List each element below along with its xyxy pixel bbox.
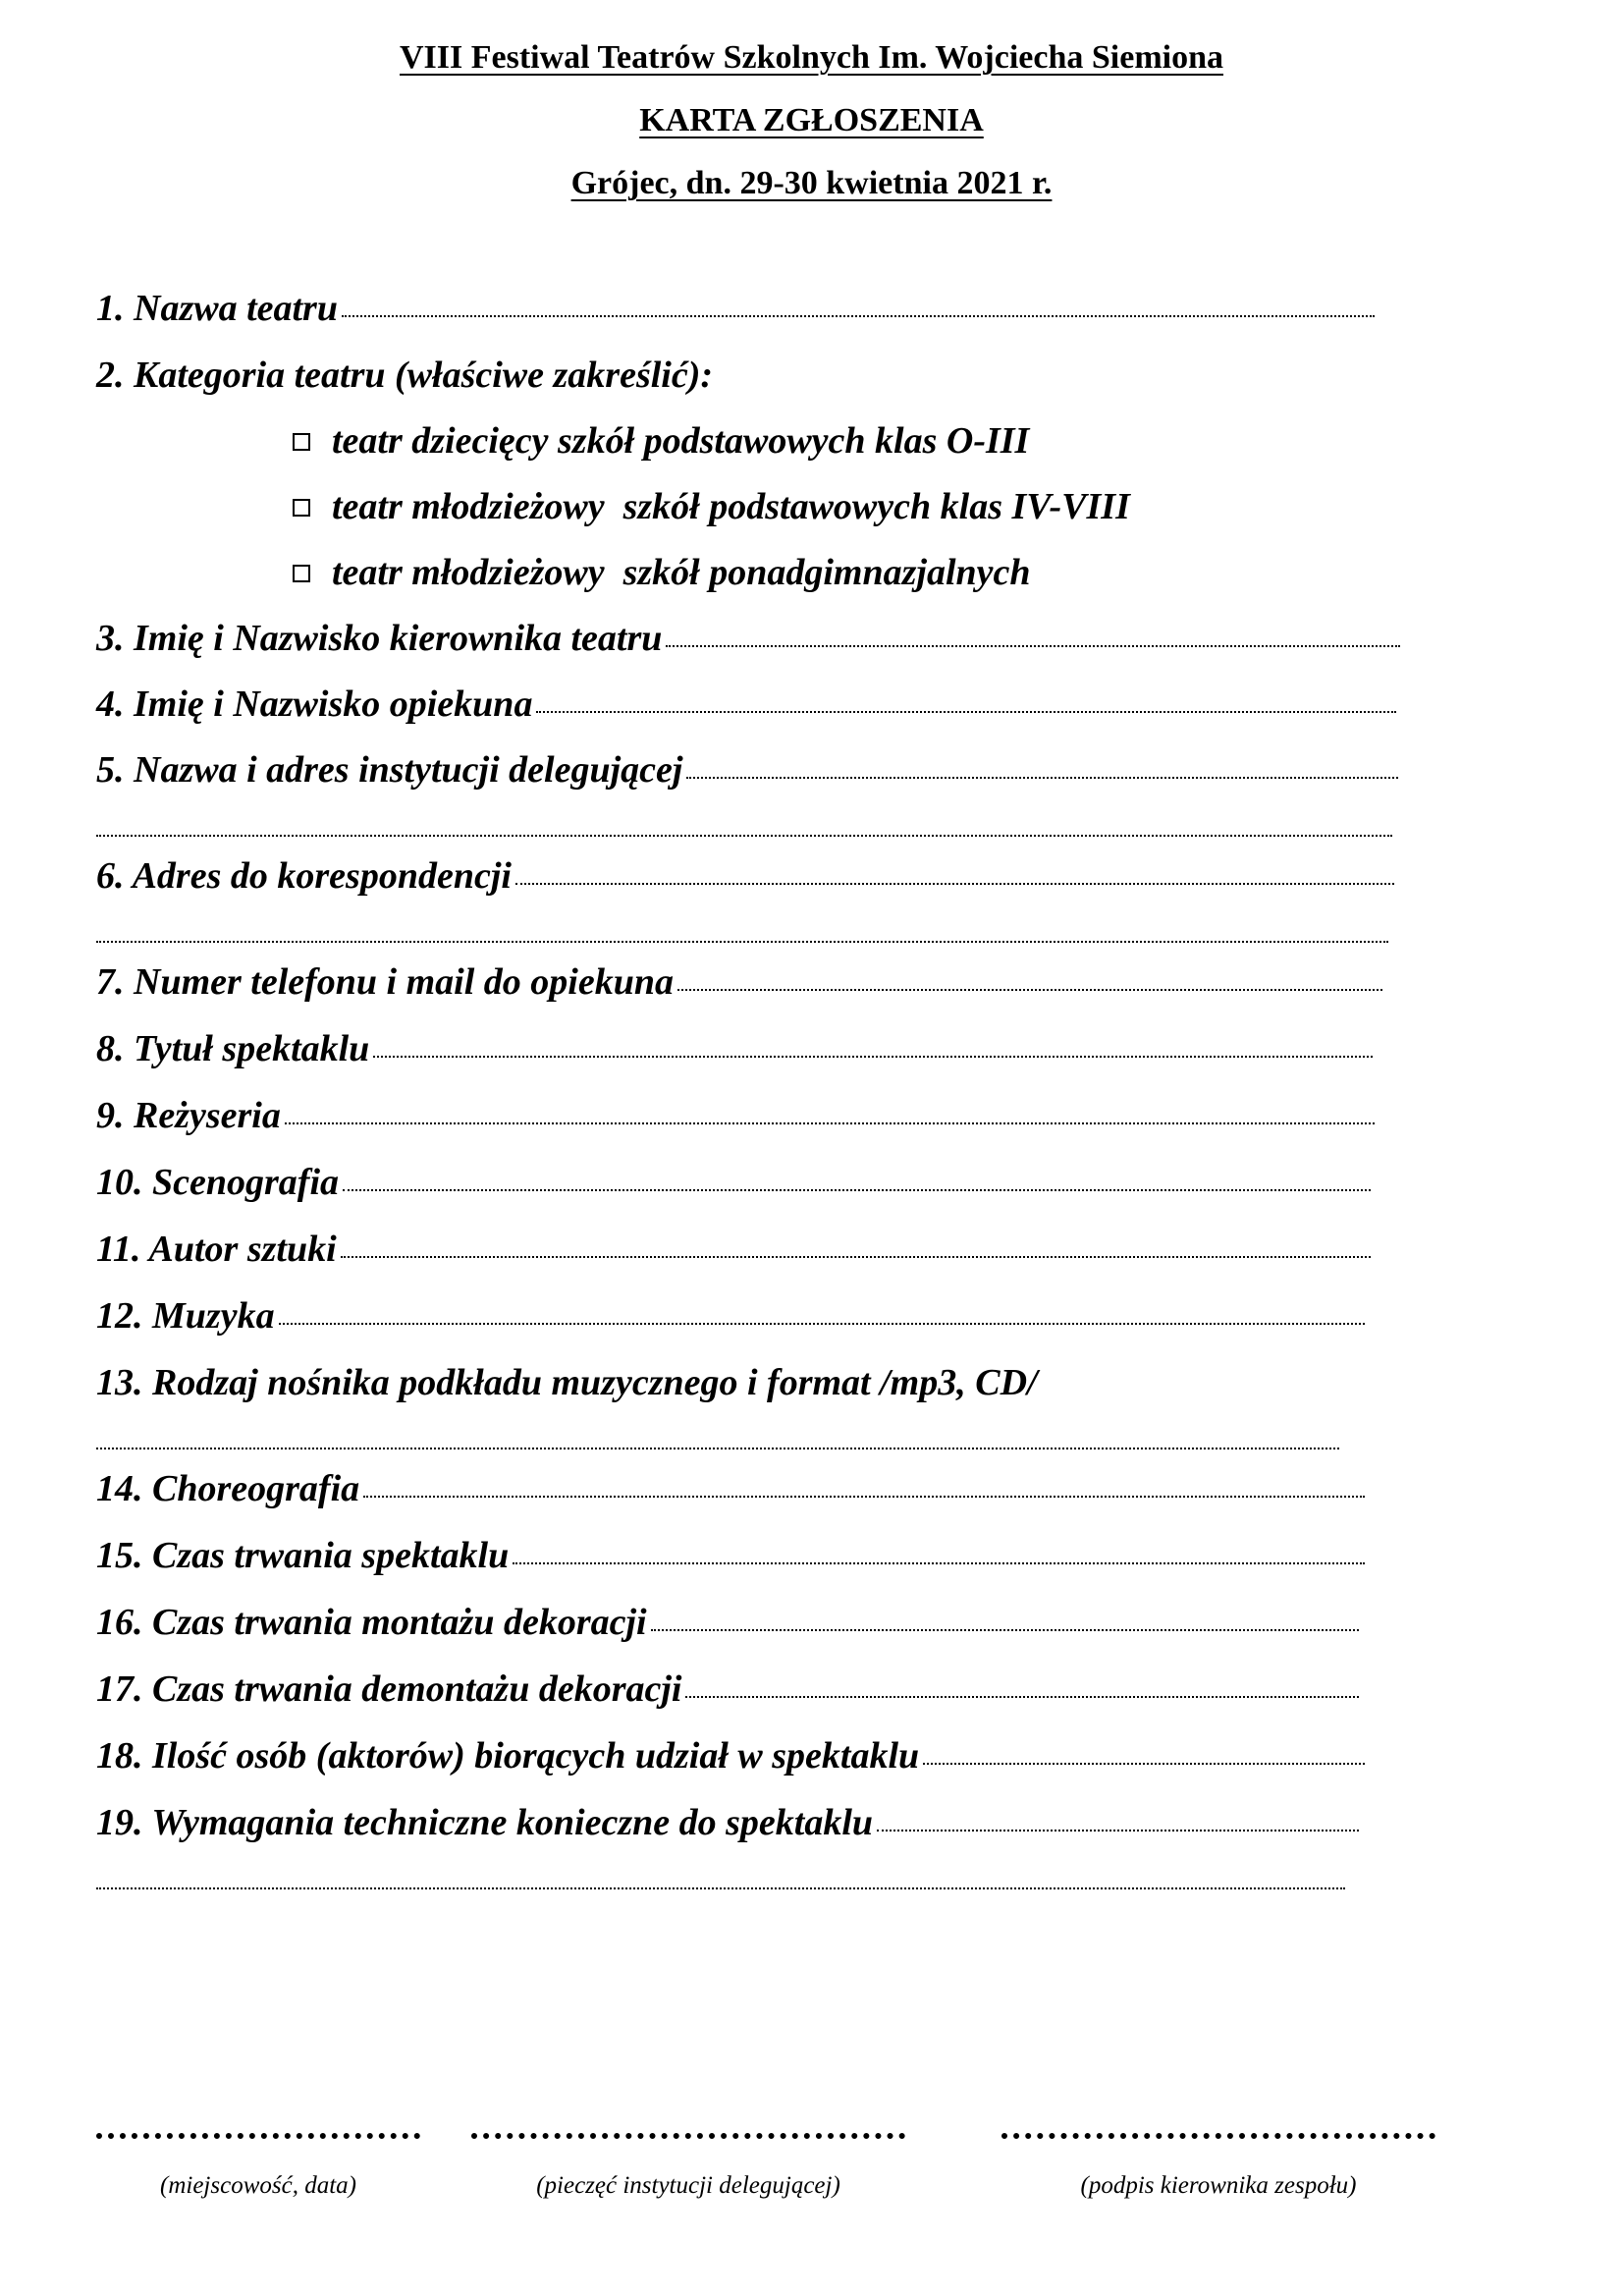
field-label: 15. Czas trwania spektaklu [96,1535,510,1576]
field-label: 13. Rodzaj nośnika podkładu muzycznego i format /mp3, CD/ [96,1362,1038,1403]
field-label: 18. Ilość osób (aktorów) biorących udział w spektaklu [96,1735,920,1777]
field-music[interactable] [96,1294,1365,1338]
field-theatre-name[interactable] [96,287,1375,330]
field-label: 2. Kategoria teatru (właściwe zakreślić): [96,355,714,396]
dotted-fill-line [677,989,1382,991]
field-label: 19. Wymagania techniczne konieczne do spektaklu [96,1802,874,1843]
field-label: 10. Scenografia [96,1162,339,1203]
field-technical-requirements[interactable] [96,1801,1359,1844]
dotted-continuation-line[interactable] [96,835,1392,837]
category-option-3[interactable] [293,551,1031,594]
director-signature-line[interactable] [1001,2133,1435,2139]
dotted-fill-line [515,883,1394,885]
dotted-fill-line [341,1256,1371,1258]
field-theatre-category [96,354,713,397]
dotted-fill-line [342,315,1375,317]
field-label: 11. Autor sztuki [96,1229,337,1270]
dotted-fill-line [651,1629,1359,1631]
dotted-continuation-line[interactable] [96,941,1388,943]
dotted-fill-line [513,1562,1365,1564]
dotted-fill-line [285,1122,1375,1124]
field-guardian-contact[interactable] [96,960,1382,1004]
place-date-heading: Grójec, dn. 29-30 kwietnia 2021 r. [570,165,1053,201]
place-date-caption: (miejscowość, data) [160,2172,356,2199]
field-label: 1. Nazwa teatru [96,288,338,329]
field-choreography[interactable] [96,1467,1365,1510]
field-label: 8. Tytuł spektaklu [96,1028,370,1069]
field-delegating-institution[interactable] [96,748,1398,792]
field-guardian-name[interactable] [96,683,1396,726]
field-setup-duration[interactable] [96,1601,1359,1644]
dotted-continuation-line[interactable] [96,1887,1345,1889]
checkbox-icon[interactable] [293,499,310,517]
field-label: 3. Imię i Nazwisko kierownika teatru [96,618,663,659]
field-label: 6. Adres do korespondencji [96,855,512,897]
field-scenography[interactable] [96,1161,1371,1204]
dotted-fill-line [923,1763,1365,1765]
dotted-fill-line [685,1696,1359,1698]
field-label: 12. Muzyka [96,1295,275,1337]
festival-title: VIII Festiwal Teatrów Szkolnych Im. Wojciecha Siemiona [399,39,1223,76]
dotted-fill-line [373,1056,1373,1058]
field-label: 4. Imię i Nazwisko opiekuna [96,683,533,725]
field-label: 7. Numer telefonu i mail do opiekuna [96,961,674,1003]
dotted-fill-line [279,1323,1365,1325]
category-option-2[interactable] [293,485,1130,528]
option-label: teatr młodzieżowy szkół podstawowych klas IV-VIII [332,486,1130,527]
dotted-continuation-line[interactable] [96,1448,1339,1449]
dotted-fill-line [666,645,1400,647]
dotted-fill-line [363,1496,1365,1498]
option-label: teatr młodzieżowy szkół ponadgimnazjalnych [332,552,1031,593]
dotted-fill-line [343,1189,1371,1191]
form-title: KARTA ZGŁOSZENIA [639,102,984,138]
field-label: 9. Reżyseria [96,1095,281,1136]
dotted-fill-line [877,1830,1359,1831]
director-signature-caption: (podpis kierownika zespołu) [1080,2172,1357,2199]
field-cast-size[interactable] [96,1734,1365,1777]
checkbox-icon[interactable] [293,433,310,451]
field-label: 14. Choreografia [96,1468,360,1509]
field-label: 5. Nazwa i adres instytucji delegującej [96,749,683,791]
option-label: teatr dziecięcy szkół podstawowych klas O-III [332,420,1030,462]
field-label: 17. Czas trwania demontażu dekoracji [96,1668,682,1710]
stamp-signature-line[interactable] [471,2133,905,2139]
dotted-fill-line [686,777,1398,779]
field-direction[interactable] [96,1094,1375,1137]
field-play-author[interactable] [96,1228,1371,1271]
field-label: 16. Czas trwania montażu dekoracji [96,1602,647,1643]
field-theatre-director[interactable] [96,617,1400,660]
field-teardown-duration[interactable] [96,1667,1359,1711]
place-date-signature-line[interactable] [96,2133,420,2139]
field-play-title[interactable] [96,1027,1373,1070]
stamp-caption: (pieczęć instytucji delegującej) [536,2172,840,2199]
category-option-1[interactable] [293,419,1029,463]
checkbox-icon[interactable] [293,565,310,582]
field-correspondence-address[interactable] [96,854,1394,898]
field-play-duration[interactable] [96,1534,1365,1577]
dotted-fill-line [536,711,1396,713]
field-music-media-format [96,1361,1038,1404]
